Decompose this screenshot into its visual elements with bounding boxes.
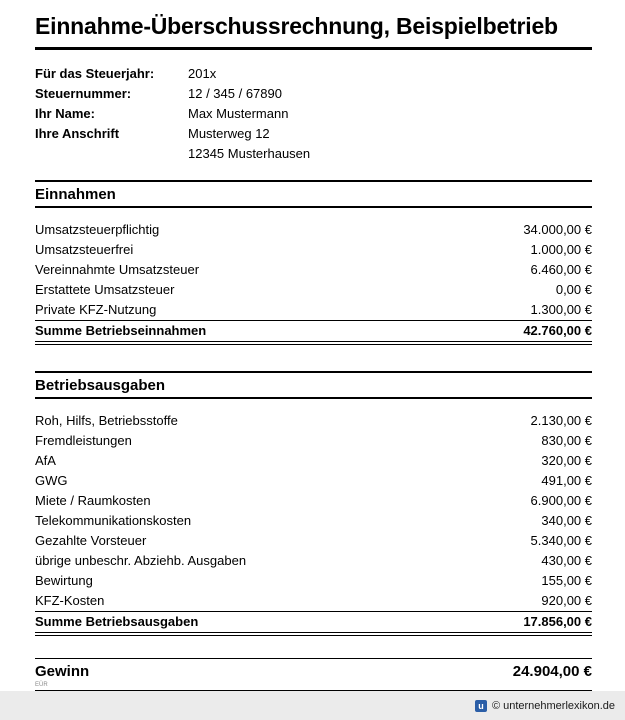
- profit-fineprint: EÜR: [35, 682, 48, 688]
- meta-row: [35, 64, 592, 84]
- expense-row-amount: 2.130,00 €: [530, 413, 592, 428]
- meta-label-name: Ihr Name:: [35, 106, 95, 121]
- income-total-row: [35, 320, 592, 345]
- expenses-total-label: Summe Betriebsausgaben: [35, 614, 199, 629]
- expense-row-label: Bewirtung: [35, 573, 93, 588]
- expense-row: [35, 411, 592, 431]
- expense-row-amount: 830,00 €: [541, 433, 592, 448]
- meta-value-tax-year: 201x: [188, 66, 217, 81]
- meta-value-tax-number: 12 / 345 / 67890: [188, 86, 282, 101]
- expense-row-label: AfA: [35, 453, 56, 468]
- expense-row: [35, 471, 592, 491]
- profit-row: [35, 659, 592, 682]
- income-row-amount: 0,00 €: [555, 282, 592, 297]
- meta-value-address-city: 12345 Musterhausen: [188, 146, 311, 161]
- expense-row-amount: 6.900,00 €: [530, 493, 592, 508]
- income-row-label: Umsatzsteuerpflichtig: [35, 222, 160, 237]
- income-row-amount: 1.300,00 €: [530, 302, 592, 317]
- expense-row-label: GWG: [35, 473, 68, 488]
- meta-row: [35, 124, 592, 144]
- profit-section: [35, 658, 592, 694]
- expenses-rows: [35, 411, 592, 611]
- income-row: [35, 260, 592, 280]
- income-row-amount: 34.000,00 €: [523, 222, 592, 237]
- income-row-label: Vereinnahmte Umsatzsteuer: [35, 262, 200, 277]
- income-row-label: Erstattete Umsatzsteuer: [35, 282, 175, 297]
- income-rows: [35, 220, 592, 320]
- footer-band: [0, 691, 625, 720]
- expenses-total-amount: 17.856,00 €: [523, 614, 592, 629]
- expense-row-label: Telekommunikationskosten: [35, 513, 192, 528]
- expense-row-amount: 430,00 €: [541, 553, 592, 568]
- expense-row-amount: 5.340,00 €: [530, 533, 592, 548]
- income-row-amount: 1.000,00 €: [530, 242, 592, 257]
- income-row-label: Private KFZ-Nutzung: [35, 302, 157, 317]
- expense-row: [35, 571, 592, 591]
- meta-value-address-street: Musterweg 12: [188, 126, 270, 141]
- expense-row: [35, 511, 592, 531]
- profit-label: Gewinn: [35, 663, 90, 680]
- income-row: [35, 240, 592, 260]
- expenses-total-row: [35, 611, 592, 636]
- expense-row-amount: 320,00 €: [541, 453, 592, 468]
- expenses-section-heading: Betriebsausgaben: [35, 371, 592, 399]
- expense-row-label: KFZ-Kosten: [35, 593, 105, 608]
- expense-row-amount: 155,00 €: [541, 573, 592, 588]
- meta-row: [35, 104, 592, 124]
- expense-row-amount: 920,00 €: [541, 593, 592, 608]
- expenses-section: [35, 371, 592, 636]
- meta-label-empty: [35, 144, 188, 164]
- income-row-amount: 6.460,00 €: [530, 262, 592, 277]
- expense-row-amount: 340,00 €: [541, 513, 592, 528]
- expense-row: [35, 491, 592, 511]
- income-row-label: Umsatzsteuerfrei: [35, 242, 134, 257]
- title-underline: [35, 47, 592, 50]
- expense-row: [35, 431, 592, 451]
- meta-value-name: Max Mustermann: [188, 106, 289, 121]
- page-title: Einnahme-Überschussrechnung, Beispielbetrieb: [35, 13, 558, 39]
- expense-row-amount: 491,00 €: [541, 473, 592, 488]
- meta-row: [35, 84, 592, 104]
- expense-row: [35, 451, 592, 471]
- meta-block: [35, 64, 592, 164]
- income-section: [35, 180, 592, 345]
- meta-row: [35, 144, 592, 164]
- meta-label-tax-number: Steuernummer:: [35, 86, 132, 101]
- meta-label-tax-year: Für das Steuerjahr:: [35, 66, 155, 81]
- expense-row-label: Roh, Hilfs, Betriebsstoffe: [35, 413, 178, 428]
- profit-amount: 24.904,00 €: [512, 663, 592, 680]
- copyright-text: © unternehmerlexikon.de: [491, 699, 615, 712]
- expense-row-label: Gezahlte Vorsteuer: [35, 533, 147, 548]
- meta-label-address: Ihre Anschrift: [35, 126, 120, 141]
- expense-row-label: Miete / Raumkosten: [35, 493, 151, 508]
- income-total-amount: 42.760,00 €: [523, 323, 592, 338]
- expense-row-label: übrige unbeschr. Abziehb. Ausgaben: [35, 553, 247, 568]
- expense-row: [35, 591, 592, 611]
- income-row: [35, 300, 592, 320]
- income-row: [35, 220, 592, 240]
- income-row: [35, 280, 592, 300]
- expense-row: [35, 531, 592, 551]
- expense-row-label: Fremdleistungen: [35, 433, 132, 448]
- unternehmerlexikon-logo-icon: u: [475, 700, 487, 712]
- income-section-heading: Einnahmen: [35, 180, 592, 208]
- expense-row: [35, 551, 592, 571]
- income-total-label: Summe Betriebseinnahmen: [35, 323, 207, 338]
